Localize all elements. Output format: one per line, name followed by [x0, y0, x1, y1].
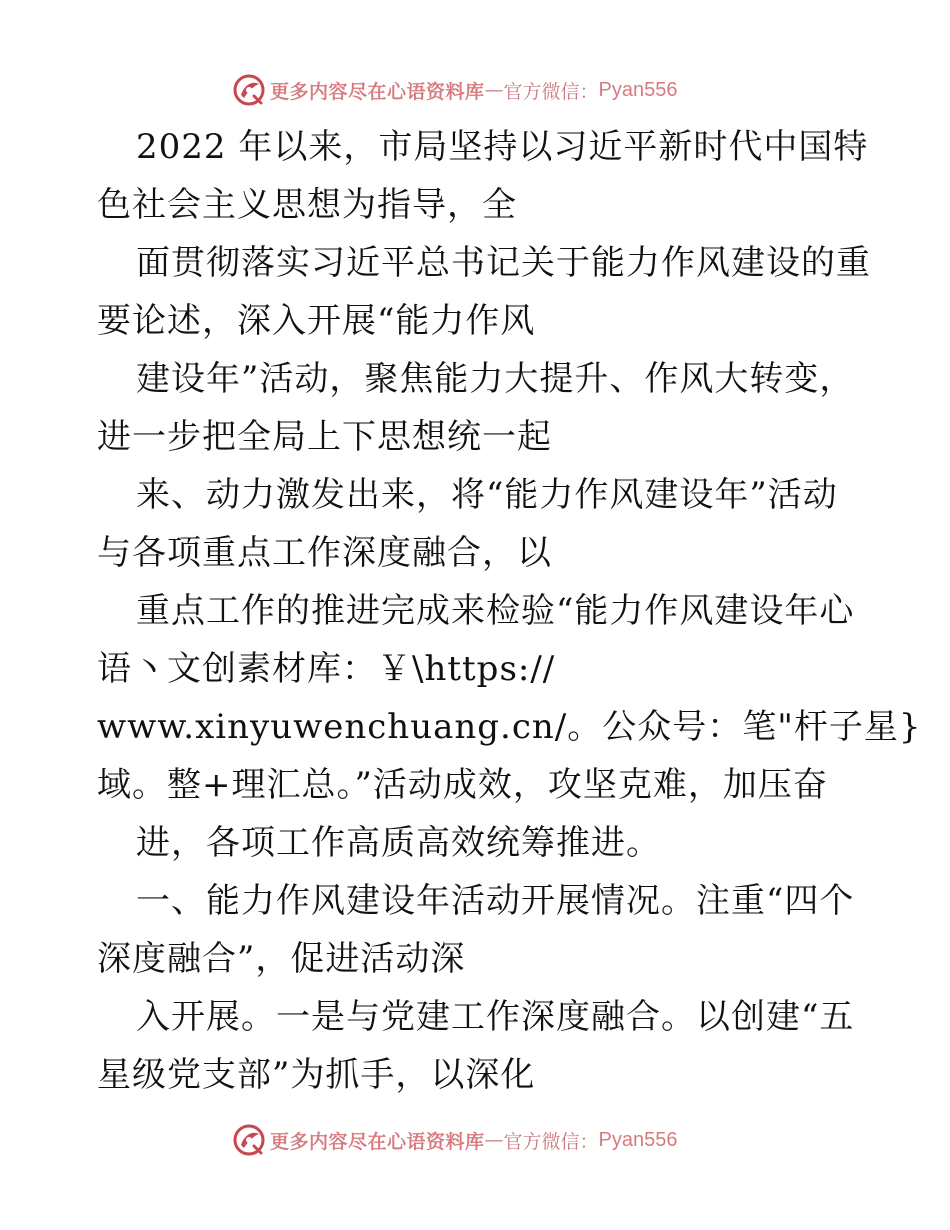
body-line: 入开展。一是与党建工作深度融合。以创建“五: [136, 997, 855, 1037]
banner-contact-label: 官方微信：: [503, 80, 599, 103]
body-line: 星级党支部”为抓手，以深化: [97, 1055, 536, 1095]
body-line: 要论述，深入开展“能力作风: [97, 301, 536, 341]
body-line: www.xinyuwenchuang.cn/。公众号：笔"杆子星}: [97, 707, 922, 747]
brand-logo-icon: [232, 1123, 266, 1157]
brand-logo-icon: [232, 73, 266, 107]
banner-title: 更多内容尽在心语资料库: [270, 1130, 485, 1153]
header-watermark-banner: [232, 70, 678, 110]
body-line: 深度融合”，促进活动深: [97, 939, 466, 979]
footer-watermark-banner: [232, 1120, 678, 1160]
body-line: 进一步把全局上下思想统一起: [97, 417, 552, 457]
body-line: 2022 年以来，市局坚持以习近平新时代中国特: [136, 127, 869, 167]
banner-title: 更多内容尽在心语资料库: [270, 80, 485, 103]
banner-contact-id: Pyan556: [598, 1128, 678, 1151]
banner-contact-id: Pyan556: [598, 78, 678, 101]
body-line: 重点工作的推进完成来检验“能力作风建设年心: [136, 591, 855, 631]
body-line: 色社会主义思想为指导，全: [97, 185, 517, 225]
body-line: 域。整+理汇总。”活动成效，攻坚克难，加压奋: [97, 765, 828, 805]
body-line: 语丶文创素材库：￥\https://: [97, 649, 556, 689]
banner-separator: —: [484, 1129, 504, 1151]
body-line: 面贯彻落实习近平总书记关于能力作风建设的重: [136, 243, 871, 283]
banner-separator: —: [484, 79, 504, 101]
body-line: 与各项重点工作深度融合，以: [97, 533, 552, 573]
body-line: 一、能力作风建设年活动开展情况。注重“四个: [136, 881, 855, 921]
banner-contact-label: 官方微信：: [503, 1130, 599, 1153]
body-line: 建设年”活动，聚焦能力大提升、作风大转变，: [136, 359, 855, 399]
body-line: 进，各项工作高质高效统筹推进。: [136, 823, 661, 863]
body-line: 来、动力激发出来，将“能力作风建设年”活动: [136, 475, 838, 515]
